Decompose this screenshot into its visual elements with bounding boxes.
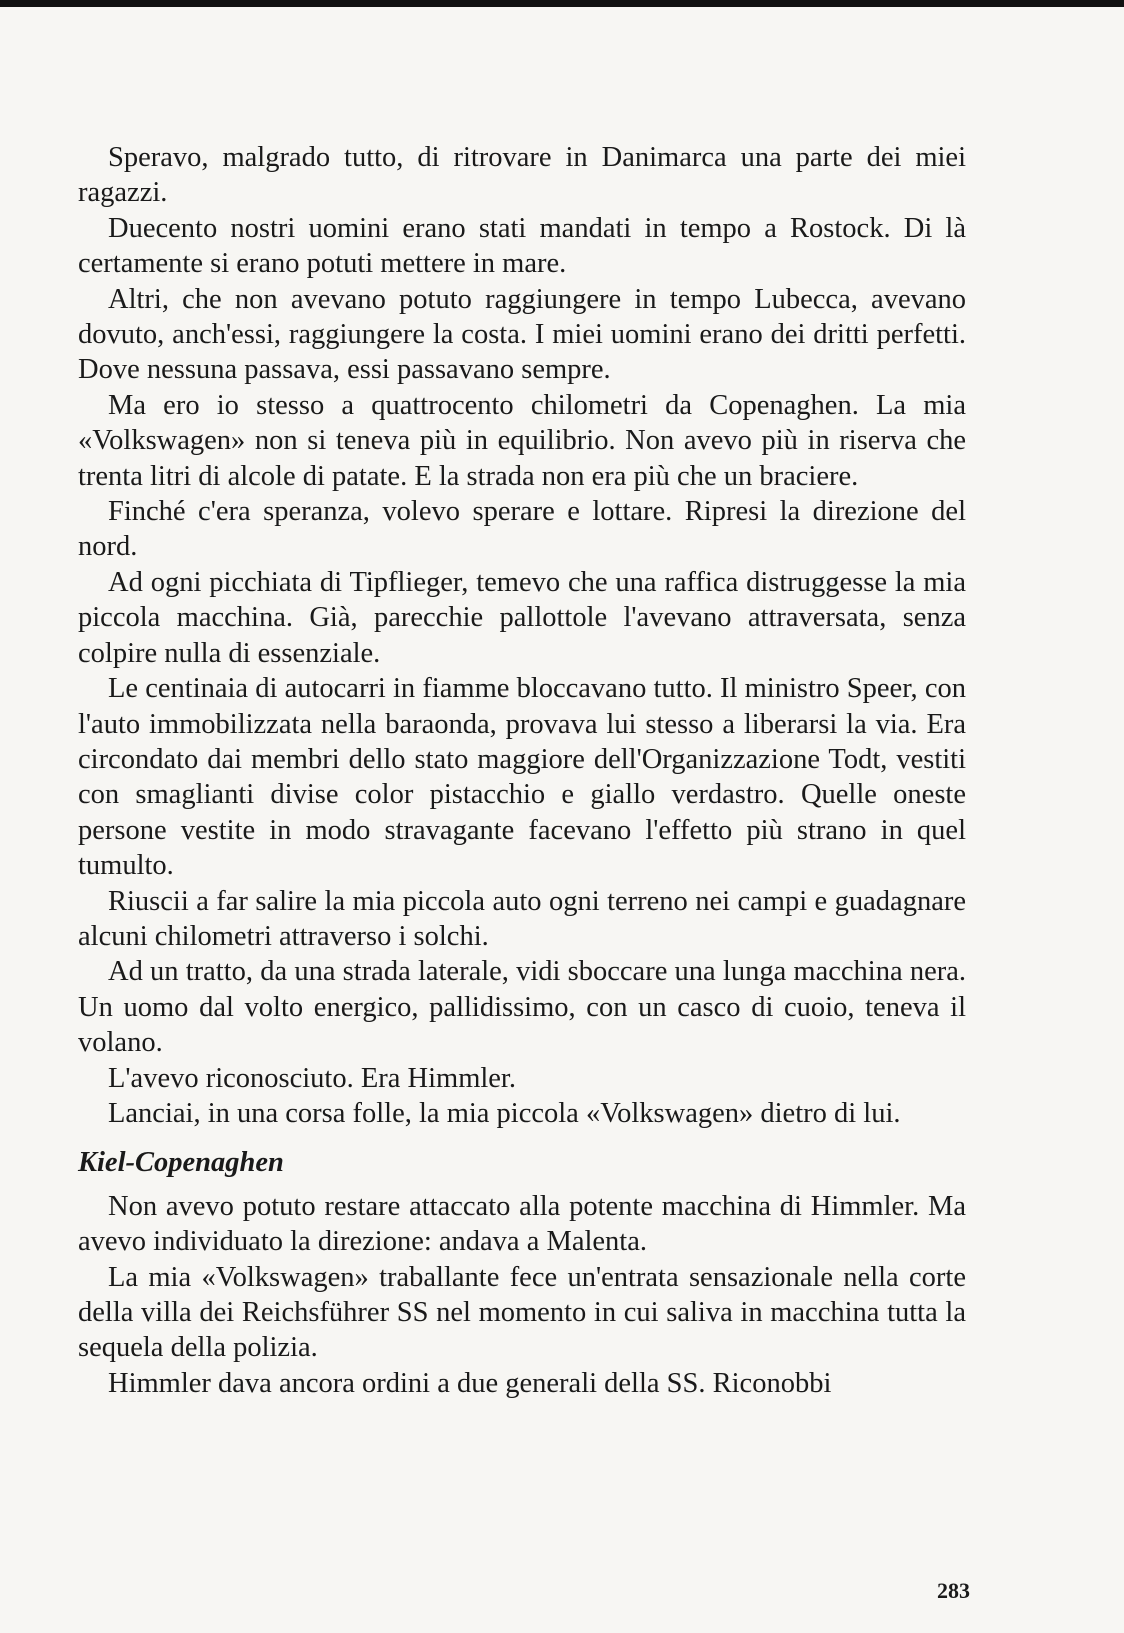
paragraph: Altri, che non avevano potuto raggiungere in tempo Lubecca, avevano dovuto, anch'essi, raggiungere la costa. I miei uomini erano dei dritti perfetti. Dove nessuna passava, essi passavano sempre.	[78, 283, 966, 386]
paragraph: L'avevo riconosciuto. Era Himmler.	[108, 1062, 516, 1094]
paragraph: Ad un tratto, da una strada laterale, vidi sboccare una lunga macchina nera. Un uomo dal volto energico, pallidissimo, con un casco di cuoio, teneva il volano.	[78, 956, 966, 1059]
paragraph: Speravo, malgrado tutto, di ritrovare in Danimarca una parte dei miei ragazzi.	[78, 142, 966, 209]
paragraph: Lanciai, in una corsa folle, la mia piccola «Volkswagen» dietro di lui.	[108, 1097, 901, 1129]
section-heading: Kiel-Copenaghen	[78, 1147, 284, 1179]
paragraph: Ad ogni picchiata di Tipflieger, temevo che una raffica distruggesse la mia piccola macchina. Già, parecchie pallottole l'avevano attraversata, senza colpire nulla di essenziale.	[78, 566, 966, 669]
paragraph: Riuscii a far salire la mia piccola auto ogni terreno nei campi e guadagnare alcuni chilometri attraverso i solchi.	[78, 885, 966, 952]
paragraph: Finché c'era speranza, volevo sperare e lottare. Ripresi la direzione del nord.	[78, 496, 966, 563]
body-text	[78, 140, 966, 1401]
paragraph: Ma ero io stesso a quattrocento chilometri da Copenaghen. La mia «Volkswagen» non si teneva più in equilibrio. Non avevo più in riserva che trenta litri di alcole di patate. E la strada non era più che un braciere.	[78, 389, 966, 492]
paragraph: Non avevo potuto restare attaccato alla potente macchina di Himmler. Ma avevo individuato la direzione: andava a Malenta.	[78, 1190, 966, 1258]
top-scan-edge	[0, 0, 1124, 7]
page-number: 283	[937, 1578, 970, 1603]
paragraph: Le centinaia di autocarri in fiamme bloccavano tutto. Il ministro Speer, con l'auto immobilizzata nella baraonda, provava lui stesso a liberarsi la via. Era circondato dai membri dello stato maggiore dell'Organizzazione Todt, vestiti con smaglianti divise color pistacchio e giallo verdastro. Quelle oneste persone vestite in modo stravagante facevano l'effetto più strano in quel tumulto.	[78, 673, 966, 882]
paragraph: Himmler dava ancora ordini a due generali della SS. Riconobbi	[108, 1367, 832, 1399]
paragraph: La mia «Volkswagen» traballante fece un'entrata sensazionale nella corte della villa dei Reichsführer SS nel momento in cui saliva in macchina tutta la sequela della polizia.	[78, 1261, 966, 1364]
paragraph: Duecento nostri uomini erano stati mandati in tempo a Rostock. Di là certamente si erano potuti mettere in mare.	[78, 212, 966, 280]
